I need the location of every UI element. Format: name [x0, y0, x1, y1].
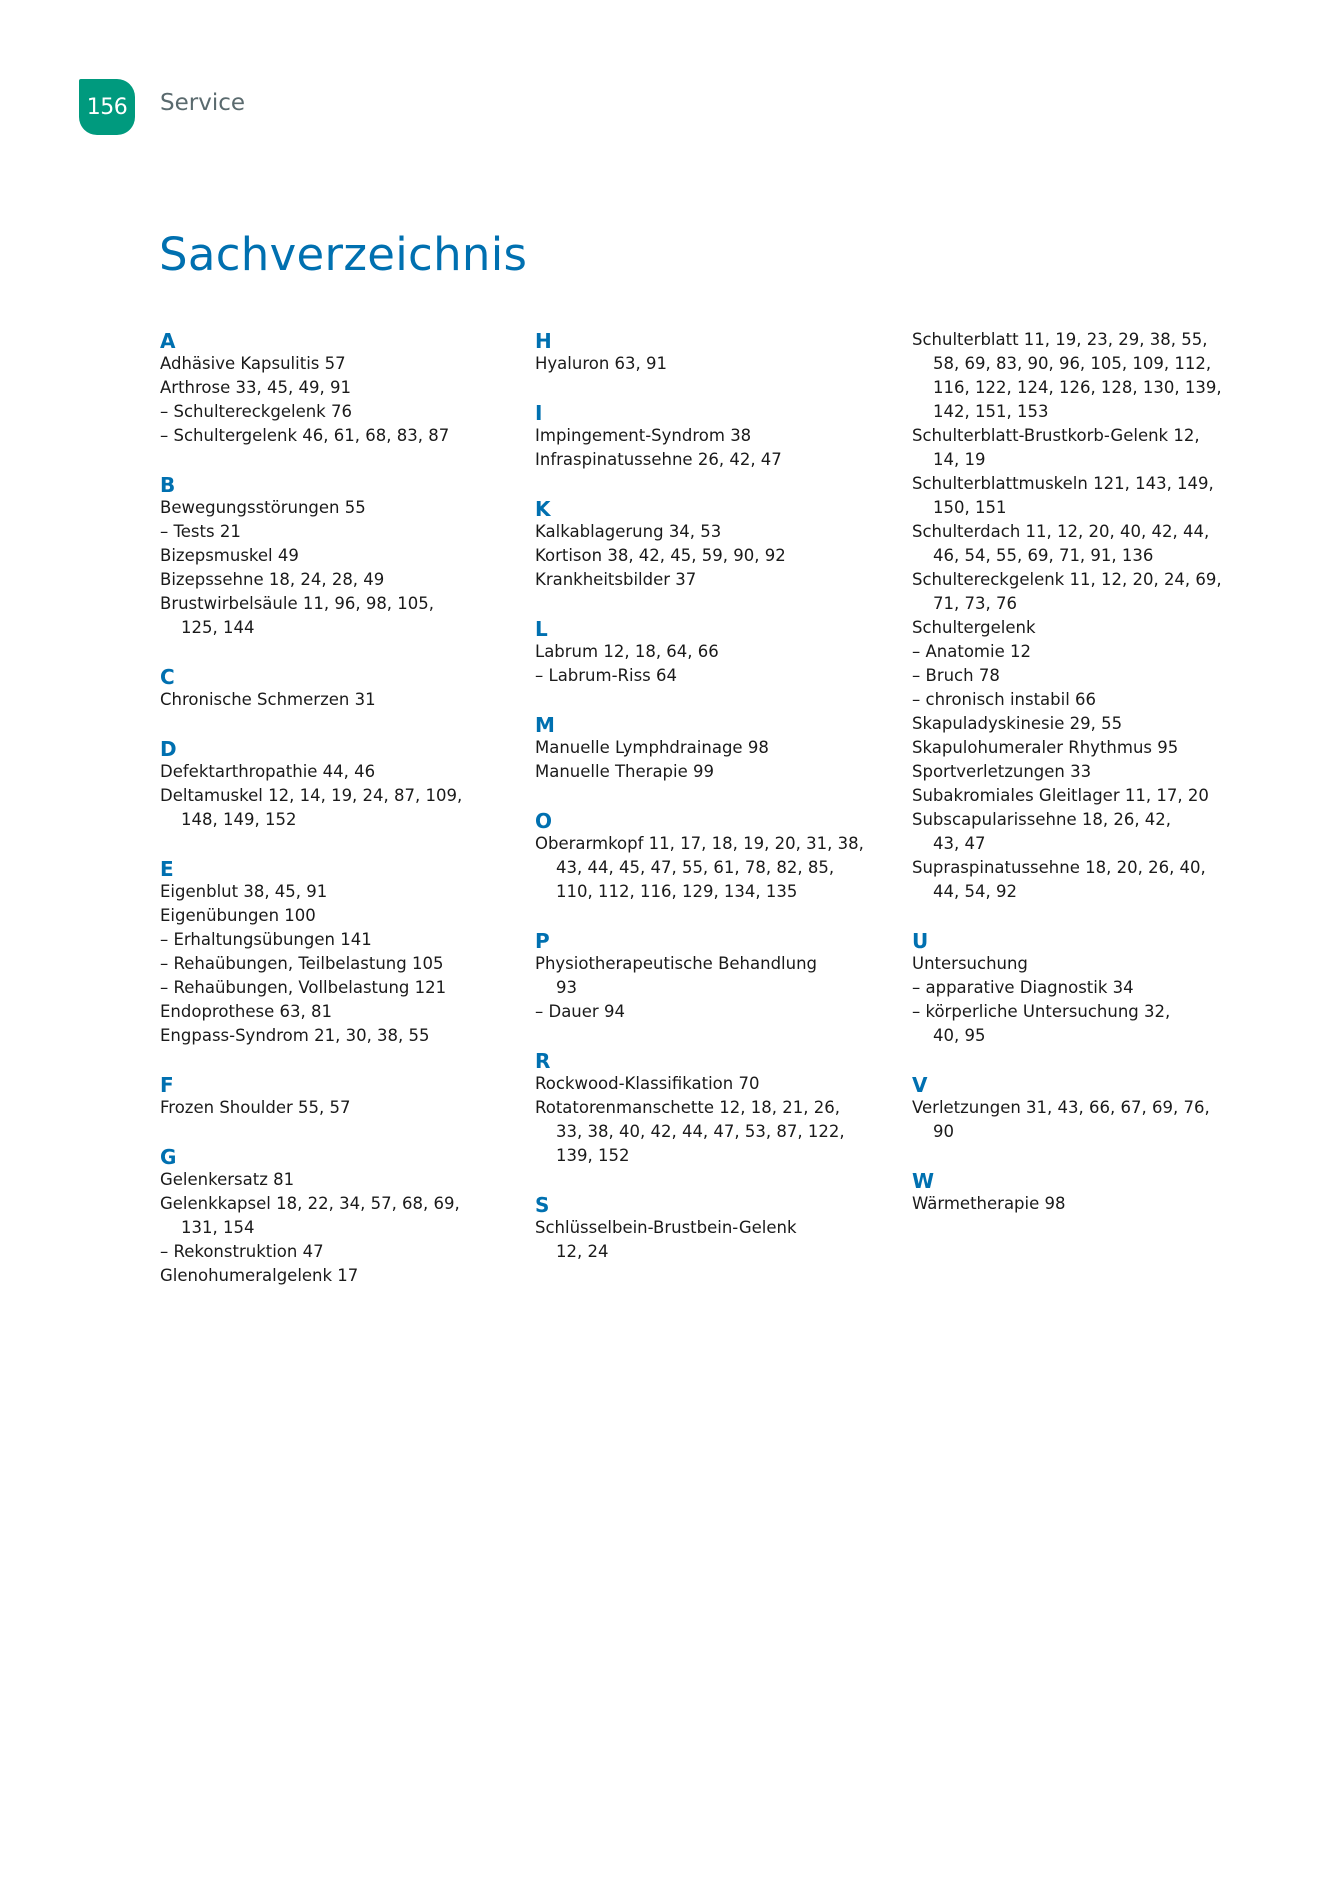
- index-entry: [535, 424, 895, 448]
- index-entry: [535, 448, 895, 472]
- index-entry: [160, 496, 520, 520]
- entry-continuation: 44, 54, 92: [933, 882, 1017, 901]
- index-entry: [912, 424, 1272, 472]
- entry-continuation: 116, 122, 124, 126, 128, 130, 139,: [933, 378, 1222, 397]
- index-entry: [912, 712, 1272, 736]
- index-entry: [912, 856, 1272, 904]
- index-entry: [535, 568, 895, 592]
- index-entry: [535, 832, 895, 904]
- entry-text: Bewegungsstörungen 55: [160, 498, 366, 517]
- index-group-r: [535, 1048, 895, 1168]
- entry-text: – körperliche Untersuchung 32,: [912, 1002, 1171, 1021]
- entry-text: Kalkablagerung 34, 53: [535, 522, 722, 541]
- entry-text: Rotatorenmanschette 12, 18, 21, 26,: [535, 1098, 840, 1117]
- index-entry: [160, 1096, 520, 1120]
- index-subentry: [535, 664, 895, 688]
- entry-continuation: 12, 24: [556, 1242, 609, 1261]
- index-entry: [912, 952, 1272, 976]
- entry-text: Skapulohumeraler Rhythmus 95: [912, 738, 1179, 757]
- index-group-e: [160, 856, 520, 1048]
- index-entry: [912, 784, 1272, 808]
- index-entry: [160, 1264, 520, 1288]
- index-entry: [160, 1000, 520, 1024]
- entry-text: – Anatomie 12: [912, 642, 1031, 661]
- entry-continuation: 33, 38, 40, 42, 44, 47, 53, 87, 122,: [556, 1122, 845, 1141]
- index-column-3: [912, 328, 1272, 1240]
- page-title: Sachverzeichnis: [159, 228, 528, 281]
- entry-text: Arthrose 33, 45, 49, 91: [160, 378, 351, 397]
- entry-text: – Rehaübungen, Vollbelastung 121: [160, 978, 447, 997]
- letter-heading: U: [912, 929, 929, 953]
- entry-continuation: 139, 152: [556, 1146, 630, 1165]
- index-entry: [535, 1216, 895, 1264]
- entry-text: Rockwood-Klassifikation 70: [535, 1074, 760, 1093]
- entry-text: Schulterblatt-Brustkorb-Gelenk 12,: [912, 426, 1200, 445]
- entry-text: Hyaluron 63, 91: [535, 354, 668, 373]
- entry-text: – Rehaübungen, Teilbelastung 105: [160, 954, 444, 973]
- index-entry: [535, 520, 895, 544]
- index-entry: [160, 1192, 520, 1240]
- index-entry: [912, 328, 1272, 424]
- entry-text: – Dauer 94: [535, 1002, 625, 1021]
- letter-heading: E: [160, 857, 174, 881]
- letter-heading: C: [160, 665, 175, 689]
- entry-text: Schulterblattmuskeln 121, 143, 149,: [912, 474, 1214, 493]
- index-entry: [535, 760, 895, 784]
- entry-text: Impingement-Syndrom 38: [535, 426, 752, 445]
- index-subentry: [912, 976, 1272, 1000]
- entry-continuation: 142, 151, 153: [933, 402, 1049, 421]
- entry-text: – Bruch 78: [912, 666, 1000, 685]
- entry-text: Infraspinatussehne 26, 42, 47: [535, 450, 782, 469]
- index-entry: [912, 520, 1272, 568]
- entry-text: Engpass-Syndrom 21, 30, 38, 55: [160, 1026, 430, 1045]
- entry-text: Schlüsselbein-Brustbein-Gelenk: [535, 1218, 797, 1237]
- entry-text: Supraspinatussehne 18, 20, 26, 40,: [912, 858, 1206, 877]
- letter-heading: A: [160, 329, 176, 353]
- index-group-s: [535, 1192, 895, 1264]
- index-subentry: [912, 1000, 1272, 1048]
- letter-heading: M: [535, 713, 555, 737]
- entry-text: Deltamuskel 12, 14, 19, 24, 87, 109,: [160, 786, 463, 805]
- entry-text: Skapuladyskinesie 29, 55: [912, 714, 1123, 733]
- index-group-k: [535, 496, 895, 592]
- index-subentry: [912, 688, 1272, 712]
- index-group-o: [535, 808, 895, 904]
- page-number-badge: [79, 79, 135, 135]
- entry-continuation: 46, 54, 55, 69, 71, 91, 136: [933, 546, 1154, 565]
- index-group-l: [535, 616, 895, 688]
- entry-text: Schultereckgelenk 11, 12, 20, 24, 69,: [912, 570, 1222, 589]
- index-entry: [160, 760, 520, 784]
- entry-continuation: 150, 151: [933, 498, 1007, 517]
- entry-text: – Erhaltungsübungen 141: [160, 930, 372, 949]
- entry-text: Manuelle Lymphdrainage 98: [535, 738, 769, 757]
- index-entry: [535, 736, 895, 760]
- index-column-2: [535, 328, 895, 1288]
- entry-text: Adhäsive Kapsulitis 57: [160, 354, 346, 373]
- entry-continuation: 125, 144: [181, 618, 255, 637]
- entry-text: Endoprothese 63, 81: [160, 1002, 332, 1021]
- index-group-b: [160, 472, 520, 640]
- letter-heading: R: [535, 1049, 551, 1073]
- entry-text: – apparative Diagnostik 34: [912, 978, 1134, 997]
- index-entry: [535, 544, 895, 568]
- entry-continuation: 58, 69, 83, 90, 96, 105, 109, 112,: [933, 354, 1212, 373]
- entry-text: Krankheitsbilder 37: [535, 570, 697, 589]
- entry-text: Eigenübungen 100: [160, 906, 316, 925]
- letter-heading: B: [160, 473, 176, 497]
- entry-text: – chronisch instabil 66: [912, 690, 1097, 709]
- letter-heading: L: [535, 617, 548, 641]
- index-entry: [912, 1192, 1272, 1216]
- letter-heading: F: [160, 1073, 174, 1097]
- letter-heading: G: [160, 1145, 177, 1169]
- index-entry: [912, 736, 1272, 760]
- index-group-g: [160, 1144, 520, 1288]
- entry-continuation: 40, 95: [933, 1026, 986, 1045]
- page-number: 156: [86, 94, 128, 120]
- index-entry: [535, 952, 895, 1000]
- entry-continuation: 14, 19: [933, 450, 986, 469]
- entry-text: Brustwirbelsäule 11, 96, 98, 105,: [160, 594, 435, 613]
- entry-text: – Schultergelenk 46, 61, 68, 83, 87: [160, 426, 450, 445]
- entry-text: Chronische Schmerzen 31: [160, 690, 376, 709]
- index-group-v: [912, 1072, 1272, 1144]
- entry-text: Defektarthropathie 44, 46: [160, 762, 376, 781]
- index-group-f: [160, 1072, 520, 1120]
- entry-text: Manuelle Therapie 99: [535, 762, 715, 781]
- entry-continuation: 43, 47: [933, 834, 986, 853]
- index-subentry: [535, 1000, 895, 1024]
- index-entry: [535, 352, 895, 376]
- index-entry: [912, 472, 1272, 520]
- index-entry: [160, 904, 520, 928]
- entry-text: Schulterdach 11, 12, 20, 40, 42, 44,: [912, 522, 1210, 541]
- index-entry: [160, 880, 520, 904]
- index-entry: [535, 640, 895, 664]
- entry-text: Gelenkkapsel 18, 22, 34, 57, 68, 69,: [160, 1194, 460, 1213]
- index-entry: [912, 808, 1272, 856]
- index-entry: [912, 760, 1272, 784]
- entry-text: – Rekonstruktion 47: [160, 1242, 324, 1261]
- index-group-w: [912, 1168, 1272, 1216]
- entry-text: Wärmetherapie 98: [912, 1194, 1066, 1213]
- entry-continuation: 110, 112, 116, 129, 134, 135: [556, 882, 798, 901]
- index-subentry: [160, 1240, 520, 1264]
- entry-text: Untersuchung: [912, 954, 1028, 973]
- index-subentry: [160, 520, 520, 544]
- index-subentry: [912, 640, 1272, 664]
- index-subentry: [160, 400, 520, 424]
- index-entry: [160, 376, 520, 400]
- letter-heading: O: [535, 809, 553, 833]
- entry-text: Oberarmkopf 11, 17, 18, 19, 20, 31, 38,: [535, 834, 864, 853]
- index-group-a: [160, 328, 520, 448]
- entry-text: Subscapularissehne 18, 26, 42,: [912, 810, 1172, 829]
- letter-heading: P: [535, 929, 550, 953]
- index-entry: [160, 592, 520, 640]
- entry-text: Schultergelenk: [912, 618, 1036, 637]
- index-group-c: [160, 664, 520, 712]
- index-entry: [160, 784, 520, 832]
- index-subentry: [912, 664, 1272, 688]
- index-entry: [912, 568, 1272, 616]
- index-entry: [160, 688, 520, 712]
- entry-text: – Schultereckgelenk 76: [160, 402, 352, 421]
- index-group-d: [160, 736, 520, 832]
- entry-text: Gelenkersatz 81: [160, 1170, 295, 1189]
- entry-text: Physiotherapeutische Behandlung: [535, 954, 818, 973]
- letter-heading: D: [160, 737, 177, 761]
- index-subentry: [160, 424, 520, 448]
- index-entry: [912, 616, 1272, 640]
- letter-heading: S: [535, 1193, 550, 1217]
- section-label: Service: [160, 90, 246, 116]
- entry-text: Verletzungen 31, 43, 66, 67, 69, 76,: [912, 1098, 1210, 1117]
- index-group-h: [535, 328, 895, 376]
- entry-text: – Tests 21: [160, 522, 241, 541]
- entry-continuation: 93: [556, 978, 577, 997]
- entry-text: Subakromiales Gleitlager 11, 17, 20: [912, 786, 1209, 805]
- index-entry: [160, 544, 520, 568]
- letter-heading: H: [535, 329, 552, 353]
- index-entry: [160, 1168, 520, 1192]
- entry-text: Schulterblatt 11, 19, 23, 29, 38, 55,: [912, 330, 1208, 349]
- entry-continuation: 71, 73, 76: [933, 594, 1017, 613]
- index-group-u: [912, 928, 1272, 1048]
- entry-continuation: 43, 44, 45, 47, 55, 61, 78, 82, 85,: [556, 858, 835, 877]
- letter-heading: W: [912, 1169, 935, 1193]
- entry-text: Bizepsmuskel 49: [160, 546, 299, 565]
- entry-text: Eigenblut 38, 45, 91: [160, 882, 328, 901]
- entry-continuation: 131, 154: [181, 1218, 255, 1237]
- entry-text: Frozen Shoulder 55, 57: [160, 1098, 351, 1117]
- index-entry: [535, 1096, 895, 1168]
- index-entry: [160, 352, 520, 376]
- letter-heading: V: [912, 1073, 928, 1097]
- entry-text: Glenohumeralgelenk 17: [160, 1266, 359, 1285]
- entry-continuation: 148, 149, 152: [181, 810, 297, 829]
- index-group-p: [535, 928, 895, 1024]
- index-group-m: [535, 712, 895, 784]
- entry-text: – Labrum-Riss 64: [535, 666, 678, 685]
- index-entry: [912, 1096, 1272, 1144]
- index-entry: [535, 1072, 895, 1096]
- index-entry: [160, 1024, 520, 1048]
- index-subentry: [160, 976, 520, 1000]
- entry-continuation: 90: [933, 1122, 954, 1141]
- letter-heading: K: [535, 497, 551, 521]
- index-column-1: [160, 328, 520, 1312]
- entry-text: Kortison 38, 42, 45, 59, 90, 92: [535, 546, 786, 565]
- index-subentry: [160, 952, 520, 976]
- index-entry: [160, 568, 520, 592]
- index-subentry: [160, 928, 520, 952]
- entry-text: Labrum 12, 18, 64, 66: [535, 642, 719, 661]
- entry-text: Sportverletzungen 33: [912, 762, 1092, 781]
- index-group-i: [535, 400, 895, 472]
- entry-text: Bizepssehne 18, 24, 28, 49: [160, 570, 385, 589]
- index-group: [912, 328, 1272, 904]
- letter-heading: I: [535, 401, 543, 425]
